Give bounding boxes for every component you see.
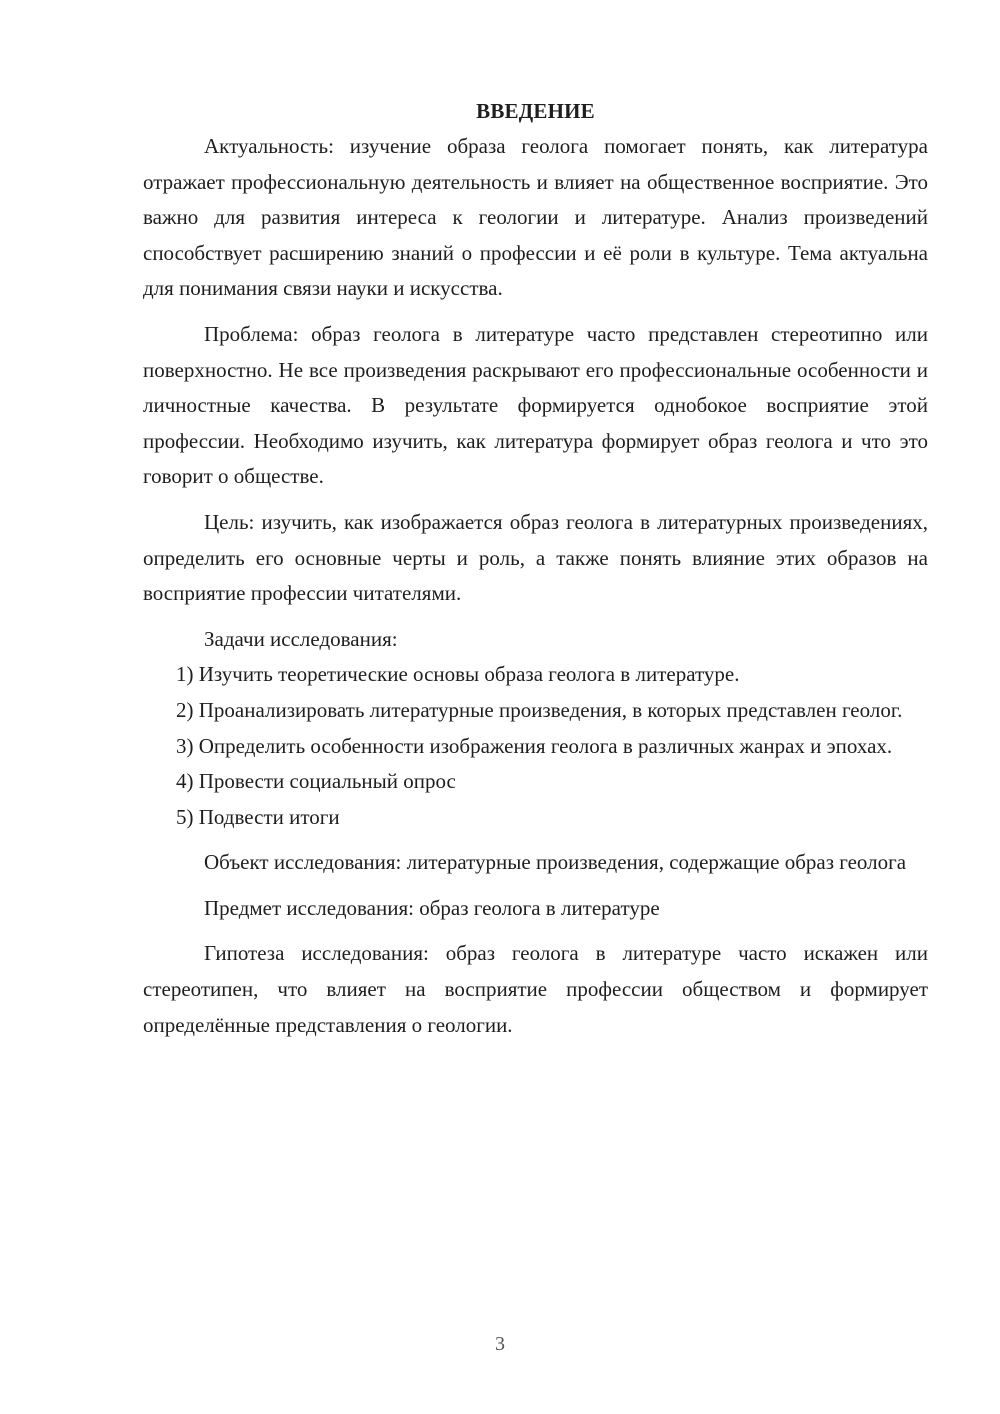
subject-paragraph: Предмет исследования: образ геолога в литературе	[204, 895, 660, 920]
tasks-title: Задачи исследования:	[204, 626, 398, 651]
task-item: 1) Изучить теоретические основы образа геолога в литературе.	[176, 662, 740, 687]
page-number: 3	[495, 1333, 505, 1355]
page-title: ВВЕДЕНИЕ	[476, 99, 595, 123]
object-paragraph: Объект исследования: литературные произведения, содержащие образ геолога	[204, 850, 907, 875]
task-item: 2) Проанализировать литературные произведения, в которых представлен геолог.	[176, 697, 903, 722]
problem-paragraph: Проблема: образ геолога в литературе часто представлен стереотипно или поверхностно. Не все произведения раскрывают его профессиональные особенности и личностные качества. В результате формируется однобокое восприятие этой профессии. Необходимо изучить, как литература формирует образ геолога и что это говорит о обществе.	[143, 321, 928, 489]
task-item: 5) Подвести итоги	[176, 804, 340, 829]
hypothesis-paragraph: Гипотеза исследования: образ геолога в литературе часто искажен или стереотипен, что влияет на восприятие профессии обществом и формирует определённые представления о геологии.	[143, 941, 928, 1037]
relevance-paragraph: Актуальность: изучение образа геолога помогает понять, как литература отражает профессиональную деятельность и влияет на общественное восприятие. Это важно для развития интереса к геологии и литературе. Анализ произведений способствует расширению знаний о профессии и её роли в культуре. Тема актуальна для понимания связи науки и искусства.	[143, 134, 928, 301]
task-item: 3) Определить особенности изображения геолога в различных жанрах и эпохах.	[176, 733, 893, 758]
goal-paragraph: Цель: изучить, как изображается образ геолога в литературных произведениях, определить его основные черты и роль, а также понять влияние этих образов на восприятие профессии читателями.	[143, 509, 928, 606]
task-item: 4) Провести социальный опрос	[176, 769, 456, 794]
